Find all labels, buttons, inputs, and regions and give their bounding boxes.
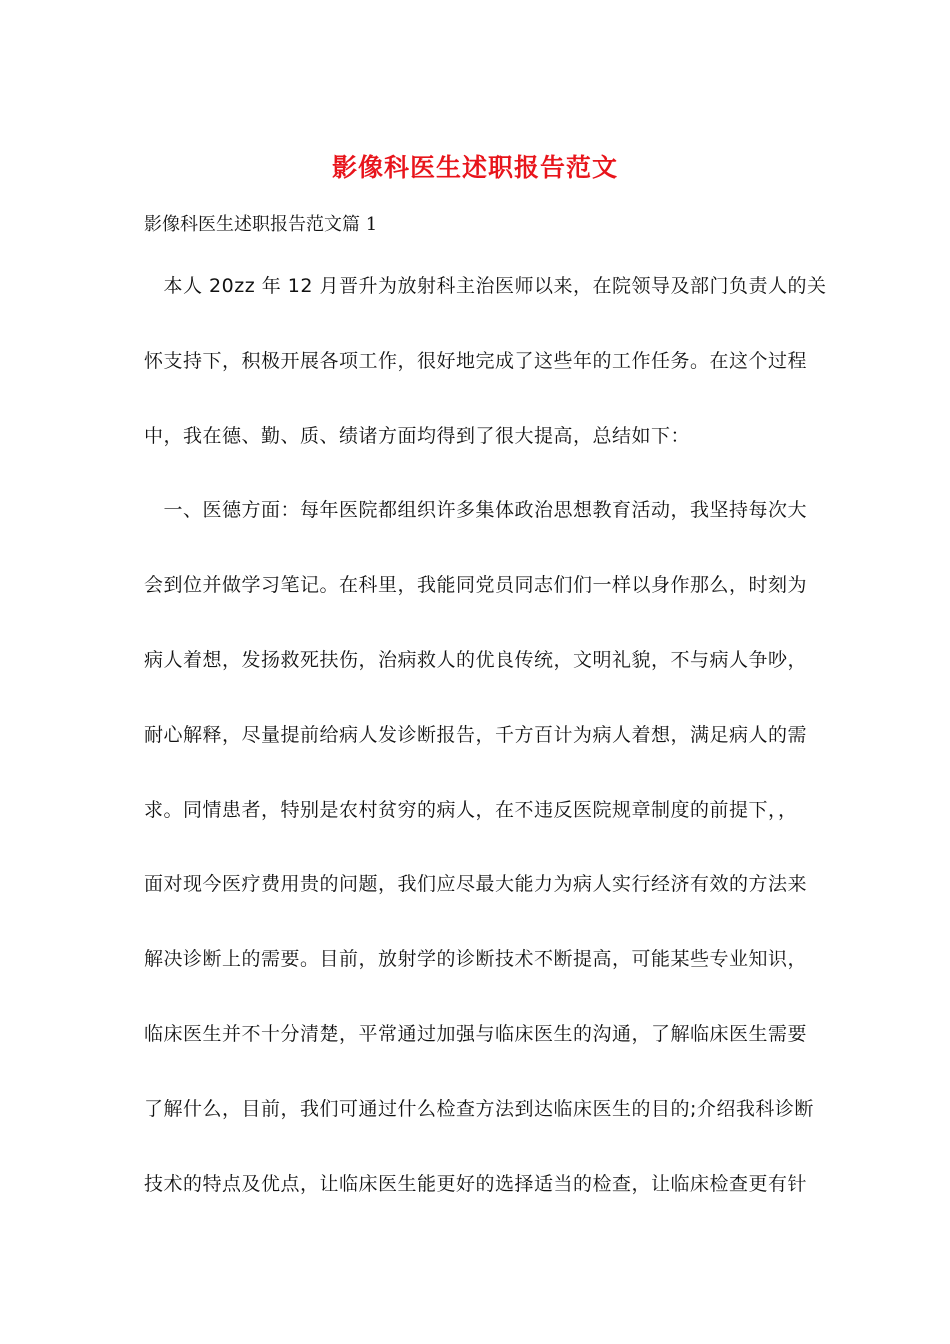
document-title: 影像科医生述职报告范文 [331, 153, 618, 182]
body-line: 技术的特点及优点，让临床医生能更好的选择适当的检查，让临床检查更有针 [144, 1172, 808, 1195]
body-line: 中，我在德、勤、质、绩诸方面均得到了很大提高，总结如下： [144, 424, 691, 447]
body-line: 了解什么，目前，我们可通过什么检查方法到达临床医生的目的;介绍我科诊断 [144, 1097, 814, 1120]
body-line: 本人 20zz 年 12 月晋升为放射科主治医师以来，在院领导及部门负责人的关 [144, 275, 827, 297]
body-line: 面对现今医疗费用贵的问题，我们应尽最大能力为病人实行经济有效的方法来 [144, 873, 808, 896]
body-line: 求。同情患者，特别是农村贫穷的病人，在不违反医院规章制度的前提下，， [144, 798, 798, 821]
document-subtitle: 影像科医生述职报告范文篇 1 [144, 214, 378, 235]
body-line: 临床医生并不十分清楚，平常通过加强与临床医生的沟通，了解临床医生需要 [144, 1022, 808, 1045]
document-body [144, 264, 827, 1236]
body-line: 怀支持下，积极开展各项工作，很好地完成了这些年的工作任务。在这个过程 [144, 349, 808, 372]
body-line: 会到位并做学习笔记。在科里，我能同党员同志们们一样以身作那么，时刻为 [144, 574, 808, 597]
body-line: 病人着想，发扬救死扶伤，治病救人的优良传统，文明礼貌，不与病人争吵， [144, 648, 808, 671]
body-line: 耐心解释，尽量提前给病人发诊断报告，千方百计为病人着想，满足病人的需 [144, 723, 808, 746]
body-line: 一、医德方面：每年医院都组织许多集体政治思想教育活动，我坚持每次大 [144, 499, 808, 522]
body-line: 解决诊断上的需要。目前，放射学的诊断技术不断提高，可能某些专业知识， [144, 948, 808, 971]
